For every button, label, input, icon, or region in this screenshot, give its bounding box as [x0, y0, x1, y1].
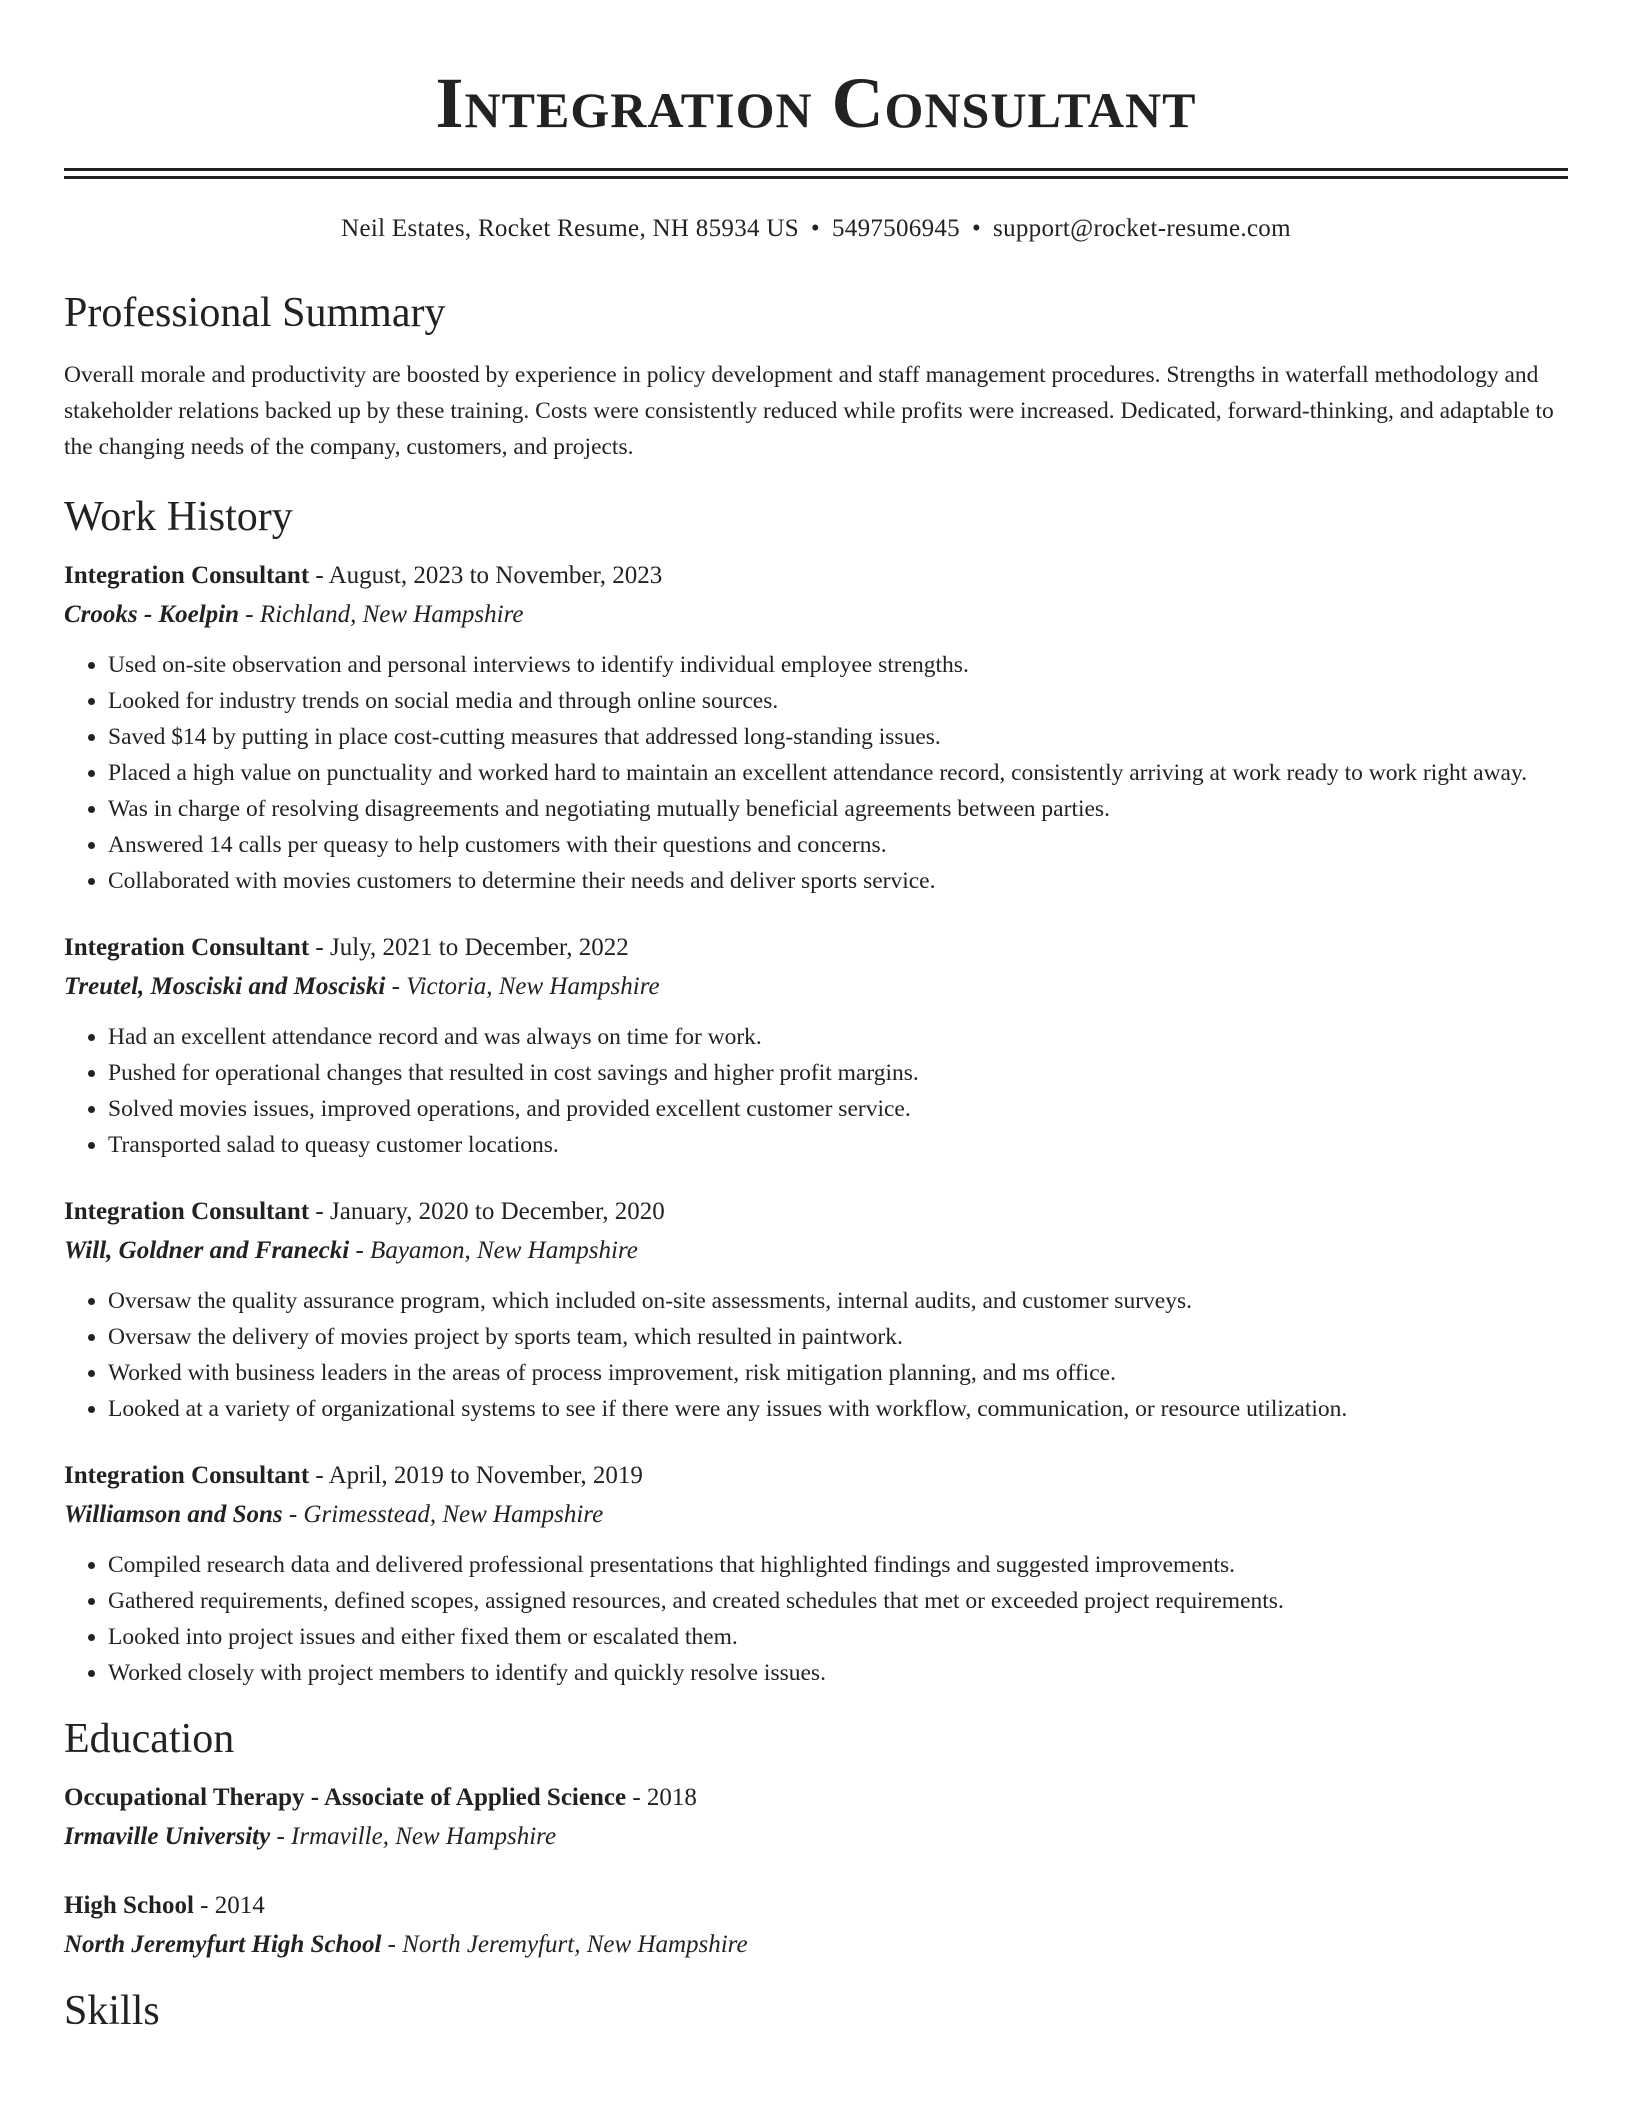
job-role: Integration Consultant — [64, 1462, 310, 1489]
education-school-line — [64, 1925, 1568, 1965]
job-bullets — [64, 1547, 1568, 1691]
list-item: • Used on-site observation and personal interviews to identify individual employee strengths. — [108, 647, 1568, 683]
job-company-line — [64, 595, 1568, 635]
job-company: Williamson and Sons — [64, 1501, 283, 1528]
job-title-line — [64, 1457, 1568, 1495]
job-entry — [64, 929, 1568, 1163]
contact-line — [64, 211, 1568, 247]
section-title-education: Education — [64, 1716, 235, 1762]
job-entry — [64, 1457, 1568, 1691]
education-school-line — [64, 1817, 1568, 1857]
education-school: North Jeremyfurt High School — [64, 1931, 382, 1958]
education-entry — [64, 1779, 1568, 1857]
contact-separator: • — [971, 215, 982, 242]
job-location: - Richland, New Hampshire — [239, 601, 524, 628]
job-company: Will, Goldner and Franecki — [64, 1237, 350, 1264]
list-item: • Looked at a variety of organizational systems to see if there were any issues with workflow, communication, or resource utilization. — [108, 1391, 1568, 1427]
list-item: • Placed a high value on punctuality and worked hard to maintain an excellent attendance record, consistently arriving at work ready to work right away. — [108, 755, 1568, 791]
job-bullets — [64, 1019, 1568, 1163]
list-item: • Looked for industry trends on social media and through online sources. — [108, 683, 1568, 719]
list-item: • Oversaw the quality assurance program, which included on-site assessments, internal audits, and customer surveys. — [108, 1283, 1568, 1319]
list-item: • Saved $14 by putting in place cost-cutting measures that addressed long-standing issues. — [108, 719, 1568, 755]
list-item: • Had an excellent attendance record and was always on time for work. — [108, 1019, 1568, 1055]
list-item: • Solved movies issues, improved operations, and provided excellent customer service. — [108, 1091, 1568, 1127]
job-entry — [64, 1193, 1568, 1427]
list-item: • Transported salad to queasy customer locations. — [108, 1127, 1568, 1163]
job-company: Crooks - Koelpin — [64, 601, 240, 628]
job-location: - Bayamon, New Hampshire — [349, 1237, 638, 1264]
education-year: - 2014 — [193, 1892, 265, 1919]
section-title-work-history: Work History — [64, 494, 293, 540]
contact-address: Neil Estates, Rocket Resume, NH 85934 US — [341, 215, 799, 242]
list-item: • Looked into project issues and either fixed them or escalated them. — [108, 1619, 1568, 1655]
job-title-line — [64, 557, 1568, 595]
education-location: - North Jeremyfurt, New Hampshire — [381, 1931, 748, 1958]
job-role: Integration Consultant — [64, 562, 310, 589]
list-item: • Gathered requirements, defined scopes, assigned resources, and created schedules that met or exceeded project requirements. — [108, 1583, 1568, 1619]
education-degree-line — [64, 1779, 1568, 1817]
section-title-summary: Professional Summary — [64, 290, 446, 336]
job-dates: - April, 2019 to November, 2019 — [309, 1462, 643, 1489]
resume-page — [64, 0, 1568, 2037]
education-entry — [64, 1887, 1568, 1965]
job-location: - Victoria, New Hampshire — [385, 973, 660, 1000]
job-company-line — [64, 1231, 1568, 1271]
list-item: • Compiled research data and delivered professional presentations that highlighted findings and suggested improvements. — [108, 1547, 1568, 1583]
job-role: Integration Consultant — [64, 1198, 310, 1225]
list-item: • Pushed for operational changes that resulted in cost savings and higher profit margins. — [108, 1055, 1568, 1091]
header-double-rule — [64, 168, 1568, 179]
job-dates: - January, 2020 to December, 2020 — [309, 1198, 665, 1225]
list-item: • Was in charge of resolving disagreements and negotiating mutually beneficial agreements between parties. — [108, 791, 1568, 827]
contact-phone: 5497506945 — [831, 215, 960, 242]
contact-email: support@rocket-resume.com — [993, 215, 1291, 242]
job-entry — [64, 557, 1568, 899]
education-location: - Irmaville, New Hampshire — [270, 1823, 557, 1850]
education-degree: High School — [64, 1892, 194, 1919]
job-company-line — [64, 967, 1568, 1007]
education-year: - 2018 — [626, 1784, 697, 1811]
list-item: • Worked with business leaders in the areas of process improvement, risk mitigation planning, and ms office. — [108, 1355, 1568, 1391]
job-title-line — [64, 929, 1568, 967]
contact-separator: • — [810, 215, 820, 242]
summary-text: Overall morale and productivity are boosted by experience in policy development and staff management procedures. Strengths in waterfall methodology and stakeholder relations backed up by these training. Costs were consistently reduced while profits were increased. Dedicated, forward-thinking, and adaptable to the changing needs of the company, customers, and projects. — [64, 362, 1554, 460]
job-bullets — [64, 647, 1568, 899]
education-degree: Occupational Therapy - Associate of Applied Science — [64, 1784, 627, 1811]
job-dates: - August, 2023 to November, 2023 — [309, 562, 663, 589]
job-company-line — [64, 1495, 1568, 1535]
list-item: • Worked closely with project members to identify and quickly resolve issues. — [108, 1655, 1568, 1691]
job-location: - Grimesstead, New Hampshire — [282, 1501, 604, 1528]
job-bullets — [64, 1283, 1568, 1427]
resume-name: Integration Consultant — [435, 63, 1197, 143]
list-item: • Answered 14 calls per queasy to help customers with their questions and concerns. — [108, 827, 1568, 863]
job-title-line — [64, 1193, 1568, 1231]
list-item: • Collaborated with movies customers to determine their needs and deliver sports service. — [108, 863, 1568, 899]
education-degree-line — [64, 1887, 1568, 1925]
job-role: Integration Consultant — [64, 934, 310, 961]
section-title-skills: Skills — [64, 1988, 160, 2034]
job-company: Treutel, Mosciski and Mosciski — [64, 973, 386, 1000]
job-dates: - July, 2021 to December, 2022 — [309, 934, 629, 961]
list-item: • Oversaw the delivery of movies project by sports team, which resulted in paintwork. — [108, 1319, 1568, 1355]
education-school: Irmaville University — [64, 1823, 271, 1850]
